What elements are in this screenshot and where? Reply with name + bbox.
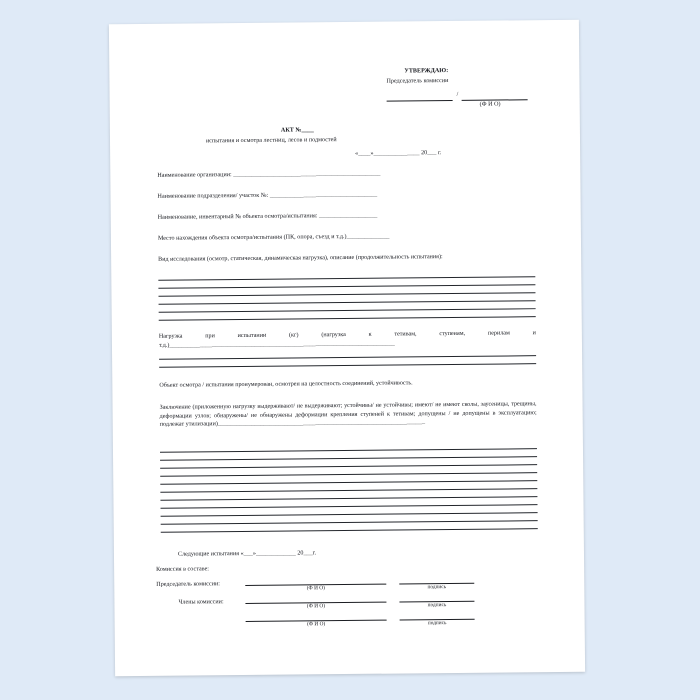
member2-signature-caption: подпись — [427, 620, 447, 627]
write-rule[interactable] — [161, 504, 538, 509]
write-rule[interactable] — [160, 488, 537, 493]
write-rule[interactable] — [160, 496, 537, 501]
approval-label: УТВЕРЖДАЮ: — [404, 68, 449, 75]
next-test-line[interactable]: Следующие испытания «___»_____________ 20___г. — [177, 550, 317, 558]
approval-role: Председатель комиссии — [386, 78, 449, 85]
write-rule[interactable] — [159, 316, 536, 321]
write-rule[interactable] — [159, 300, 536, 305]
chairman-label: Председатель комиссии: — [156, 581, 220, 588]
write-rule[interactable] — [159, 308, 536, 313]
field-organization[interactable]: Наименование организации: ________________________________________________ — [157, 170, 381, 179]
section-numbered-statement: Объект осмотра / испытания пронумерован, осмотрен на целостность соединений, устойчивость. — [159, 380, 413, 389]
members-label: Члены комиссии: — [178, 599, 224, 606]
write-rule[interactable] — [158, 284, 535, 289]
approval-slash: / — [456, 91, 459, 98]
write-rule[interactable] — [160, 456, 537, 461]
chairman-signature-caption: подпись — [427, 584, 447, 591]
write-rule[interactable] — [161, 528, 538, 533]
approval-signature-rule — [387, 100, 453, 102]
document-title-number: АКТ №____ — [280, 127, 314, 134]
write-rule[interactable] — [160, 464, 537, 469]
section-inspection-type: Вид исследования (осмотр, статическая, динамическая нагрузка), описание (продолжительность испытания): — [158, 254, 443, 263]
commission-label: Комиссия в составе: — [156, 566, 210, 573]
write-rule[interactable] — [158, 292, 535, 297]
field-subdivision[interactable]: Наименование подразделения/ участок №: ___________________________________ — [157, 191, 378, 200]
write-rule[interactable] — [160, 480, 537, 485]
write-rule[interactable] — [161, 520, 538, 525]
field-object-location[interactable]: Место нахождения объекта осмотра/испытания (ПК, опора, съезд и т.д.)______________ — [157, 233, 390, 242]
approval-fio-caption: (Ф И О) — [479, 101, 501, 108]
member2-fio-caption: (Ф И О) — [307, 621, 326, 628]
section-conclusion: Заключение (приложенную нагрузку выдерживают/ не выдерживают; устойчивы/ не устойчивы; имеют/ не имеют сколы, заусеницы, трещины, деформации узлов; обнаружены/ не обнаружены деформации крепления ступеней к тетивам; допущены / не допущены в эксплуатацию; подлежат утилизации)____________________________________________________________________ — [159, 401, 537, 428]
write-rule[interactable] — [159, 355, 536, 360]
write-rule[interactable] — [159, 363, 536, 368]
write-rule[interactable] — [161, 512, 538, 517]
write-rule[interactable] — [160, 472, 537, 477]
field-object-name[interactable]: Наименование, инвентарный № объекта осмотра/испытания: ___________________ — [157, 212, 378, 221]
document-body — [109, 20, 585, 676]
chairman-fio-caption: (Ф И О) — [306, 585, 325, 592]
member1-signature-caption: подпись — [427, 602, 447, 609]
member1-fio-caption: (Ф И О) — [306, 603, 326, 610]
document-date-line: «____»_______________ 20___ г. — [355, 150, 442, 157]
document-title-subtitle: испытания и осмотра лестниц, лесов и подмостей — [205, 137, 337, 145]
write-rule[interactable] — [160, 448, 537, 453]
document-page — [109, 20, 585, 676]
write-rule[interactable] — [158, 276, 535, 281]
section-load: Нагрузка при испытании (кг) (нагрузка к тетивам, ступеням, перилам и т.д.)__________________________________________________________________________ — [158, 330, 536, 349]
